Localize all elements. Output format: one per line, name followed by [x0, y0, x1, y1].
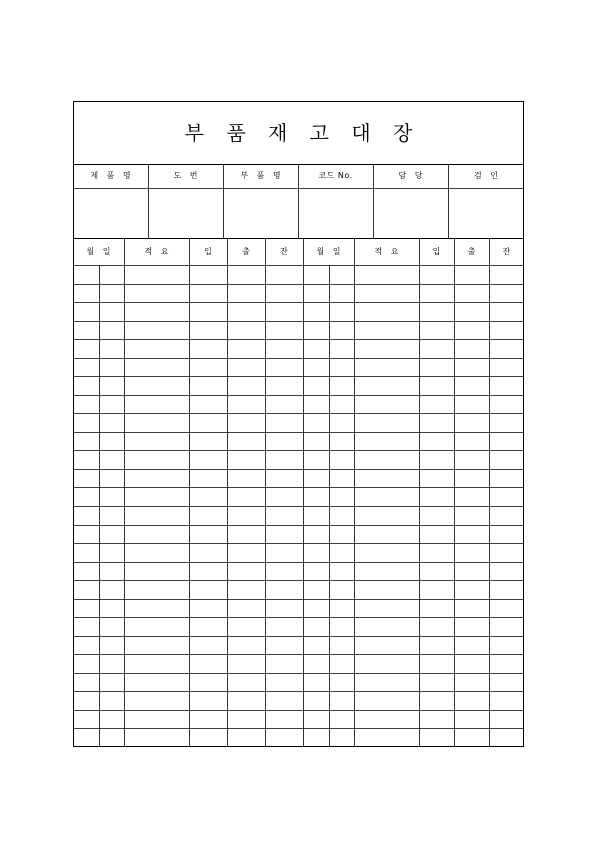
col-in-right: 입	[432, 246, 444, 256]
col-date-right: 월 일	[316, 246, 344, 256]
header-person-in-charge: 담 당	[398, 171, 426, 180]
header-drawing-no: 도 번	[173, 171, 201, 180]
value-part-name[interactable]	[223, 188, 298, 238]
inventory-ledger-form	[73, 101, 524, 747]
col-out-right: 출	[467, 246, 479, 256]
value-person-in-charge[interactable]	[373, 188, 448, 238]
col-date-left: 월 일	[86, 246, 114, 256]
header-code-no: 코드 No.	[318, 171, 353, 180]
value-drawing-no[interactable]	[148, 188, 223, 238]
header-part-name: 부 품 명	[240, 171, 284, 180]
col-in-left: 입	[204, 246, 215, 256]
header-product-name: 제 품 명	[90, 171, 134, 180]
value-inspection[interactable]	[448, 188, 524, 238]
col-description-left: 적 요	[144, 246, 172, 256]
col-balance-left: 잔	[280, 246, 291, 256]
value-code-no[interactable]	[298, 188, 373, 238]
col-out-left: 출	[242, 246, 253, 256]
header-inspection: 검 인	[474, 171, 501, 180]
col-description-right: 적 요	[374, 246, 402, 256]
col-balance-right: 잔	[502, 246, 514, 256]
value-product-name[interactable]	[73, 188, 148, 238]
document-title: 부 품 재 고 대 장	[184, 120, 421, 145]
